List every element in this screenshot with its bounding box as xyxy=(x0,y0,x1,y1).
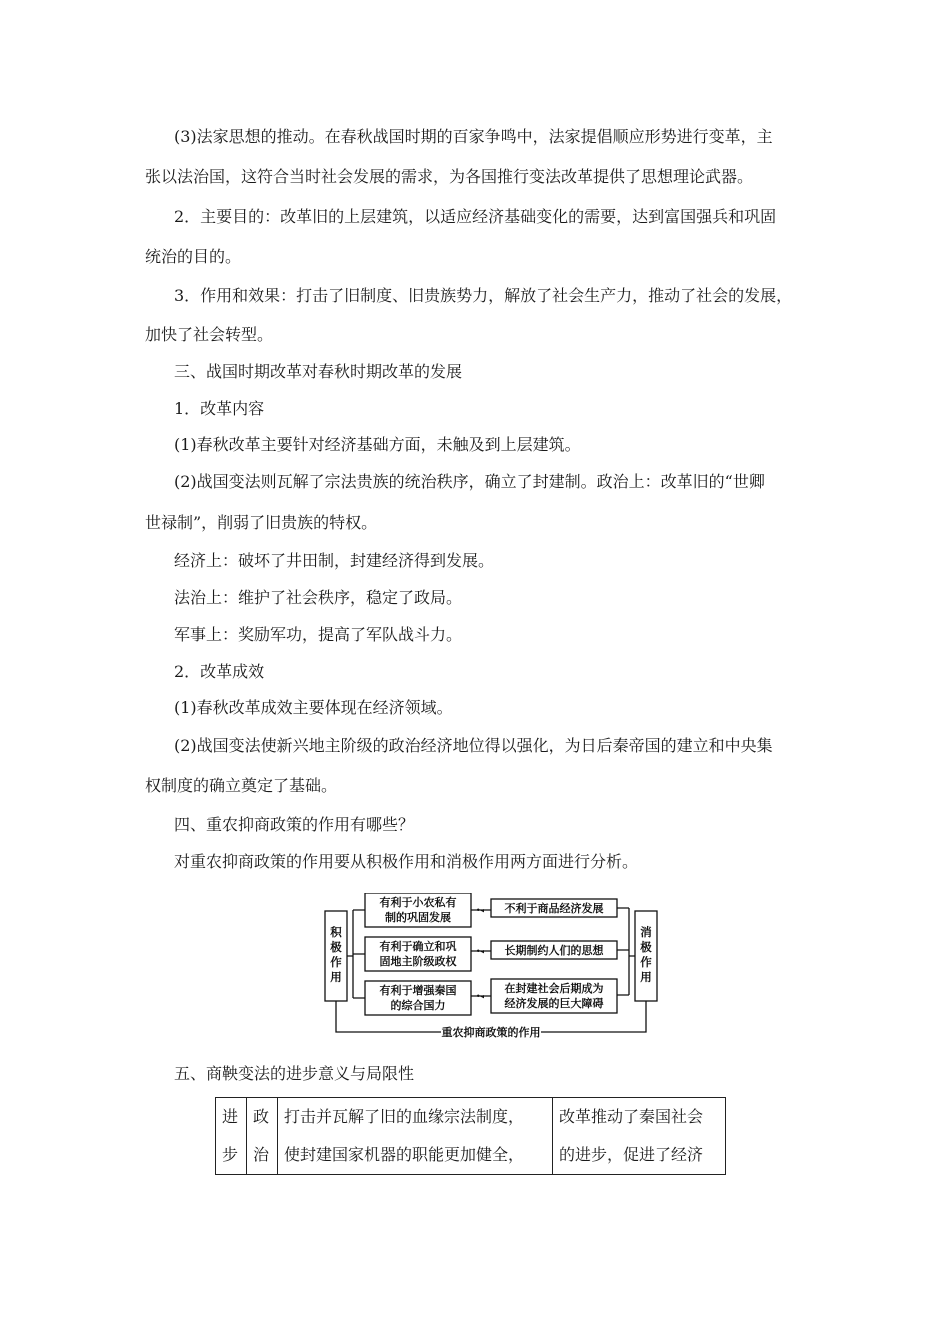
table-row xyxy=(216,1098,726,1175)
reform-significance-table xyxy=(215,1097,726,1175)
left-bracket xyxy=(347,910,365,998)
paragraph: 3．作用和效果：打击了旧制度、旧贵族势力，解放了社会生产力，推动了社会的发展， xyxy=(174,286,793,305)
positive-effect: 有利于确立和巩 xyxy=(379,940,457,953)
table-cell: 改革推动了秦国社会 的进步，促进了经济 xyxy=(553,1098,726,1175)
left-label-char: 极 xyxy=(330,940,342,954)
arrow-marker: •◂ xyxy=(476,947,484,956)
right-label-char: 作 xyxy=(640,955,652,969)
left-label-char: 作 xyxy=(330,955,342,969)
right-label-char: 极 xyxy=(640,940,652,954)
paragraph: (1)春秋改革成效主要体现在经济领域。 xyxy=(174,698,453,717)
arrow-marker: •◂ xyxy=(476,906,484,915)
paragraph: 军事上：奖励军功，提高了军队战斗力。 xyxy=(174,625,463,644)
paragraph: (1)春秋改革主要针对经济基础方面，未触及到上层建筑。 xyxy=(174,435,581,454)
negative-effect: 经济发展的巨大障碍 xyxy=(504,997,604,1010)
positive-effect: 制的巩固发展 xyxy=(385,911,451,924)
paragraph: (2)战国变法则瓦解了宗法贵族的统治秩序，确立了封建制。政治上：改革旧的“世卿 xyxy=(174,472,765,491)
paragraph: 统治的目的。 xyxy=(145,247,242,266)
section-heading: 五、商鞅变法的进步意义与局限性 xyxy=(174,1064,415,1083)
paragraph: (3)法家思想的推动。在春秋战国时期的百家争鸣中，法家提倡顺应形势进行变革，主 xyxy=(174,127,773,146)
paragraph: 经济上：破坏了井田制，封建经济得到发展。 xyxy=(174,551,495,570)
right-label-char: 用 xyxy=(640,970,652,984)
right-label-char: 消 xyxy=(640,925,652,939)
right-bracket xyxy=(617,908,635,995)
section-heading: 三、战国时期改革对春秋时期改革的发展 xyxy=(174,362,463,381)
subheading: 1．改革内容 xyxy=(174,399,265,418)
section-heading: 四、重农抑商政策的作用有哪些？ xyxy=(174,815,415,834)
paragraph: 权制度的确立奠定了基础。 xyxy=(145,776,338,795)
table-cell: 打击并瓦解了旧的血缘宗法制度， 使封建国家机器的职能更加健全， xyxy=(278,1098,553,1175)
paragraph: 世禄制”，削弱了旧贵族的特权。 xyxy=(145,513,378,532)
positive-effect: 的综合国力 xyxy=(390,999,446,1012)
paragraph: (2)战国变法使新兴地主阶级的政治经济地位得以强化，为日后秦帝国的建立和中央集 xyxy=(174,736,773,755)
paragraph: 对重农抑商政策的作用要从积极作用和消极作用两方面进行分析。 xyxy=(174,852,639,871)
paragraph: 法治上：维护了社会秩序，稳定了政局。 xyxy=(174,588,463,607)
paragraph: 张以法治国，这符合当时社会发展的需求，为各国推行变法改革提供了思想理论武器。 xyxy=(145,167,754,186)
arrow-marker: •◂ xyxy=(476,992,484,1001)
negative-effect: 长期制约人们的思想 xyxy=(504,944,604,957)
positive-effect: 有利于增强秦国 xyxy=(379,984,457,997)
left-label-char: 积 xyxy=(330,925,342,939)
diagram-caption: 重农抑商政策的作用 xyxy=(441,1026,541,1039)
negative-effect: 不利于商品经济发展 xyxy=(504,902,604,915)
positive-effect: 固地主阶级政权 xyxy=(379,955,457,968)
left-label-char: 用 xyxy=(330,970,342,984)
policy-effects-diagram xyxy=(323,893,659,1040)
positive-effect: 有利于小农私有 xyxy=(379,896,457,909)
table-cell: 进 步 xyxy=(216,1098,247,1175)
table-cell: 政 治 xyxy=(247,1098,278,1175)
paragraph: 2．主要目的：改革旧的上层建筑，以适应经济基础变化的需要，达到富国强兵和巩固 xyxy=(174,207,777,226)
subheading: 2．改革成效 xyxy=(174,662,265,681)
negative-effect: 在封建社会后期成为 xyxy=(504,982,604,995)
paragraph: 加快了社会转型。 xyxy=(145,325,274,344)
